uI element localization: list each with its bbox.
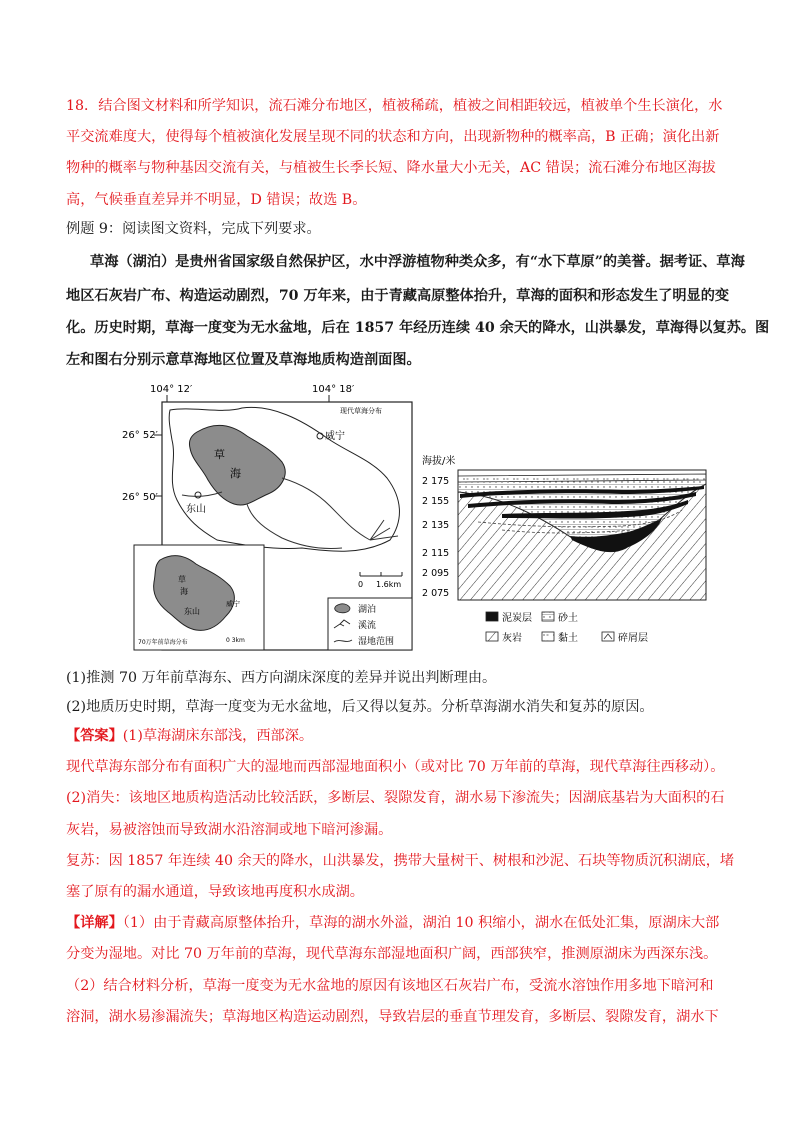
scale-zero: 0 (358, 580, 364, 589)
material-line-1: 草海（湖泊）是贵州省国家级自然保护区，水中浮游植物种类众多，有“水下草原”的美誉。据考证、草海 (90, 254, 745, 270)
legend-lake: 湖泊 (358, 605, 377, 615)
tick-2075: 2 075 (422, 588, 450, 599)
inset-weining-label: 威宁 (226, 600, 240, 608)
modern-caohai-caption: 现代草海分布 (340, 407, 382, 415)
legend-limestone: 灰岩 (502, 633, 522, 644)
legend-wetland: 湿地范围 (358, 637, 395, 647)
weining-label: 威宁 (325, 431, 345, 442)
legend-clay: 黏土 (558, 633, 578, 644)
detail-part1: （1）由于青藏高原整体抬升，草海的湖水外溢，湖泊 10 积缩小，湖水在低处汇集，原湖床大部 (122, 915, 720, 931)
detail-line-4: 溶洞，湖水易渗漏流失；草海地区构造运动剧烈，导致岩层的垂直节理发育，多断层、裂隙发育，湖水下 (66, 1009, 719, 1025)
tick-2095: 2 095 (422, 568, 450, 579)
lon-right-label: 104° 18′ (312, 384, 355, 395)
altitude-axis-label: 海拔/米 (422, 456, 456, 467)
material-line-2: 地区石灰岩广布、构造运动剧烈，70 万年来，由于青藏高原整体抬升，草海的面积和形态发生了明显的变 (66, 288, 730, 304)
lat-bottom-label: 26° 50′ (122, 492, 158, 503)
detail-line-3: （2）结合材料分析，草海一度变为无水盆地的原因有该地区石灰岩广布，受流水溶蚀作用多地下暗河和 (66, 978, 714, 994)
location-map (122, 384, 412, 650)
answer-line-3: (2)消失：该地区地质构造活动比较活跃，多断层、裂隙发育，湖水易下渗流失；因湖底基岩为大面积的石 (66, 790, 725, 806)
inset-caption: 70万年前草海分布 (138, 639, 188, 646)
modern-lake-shape (189, 425, 285, 505)
inset-lake-label-2: 海 (180, 587, 188, 596)
dongshan-label: 东山 (186, 504, 206, 515)
legend-peat: 泥炭层 (502, 613, 532, 624)
q18-line-1: 18．结合图文材料和所学知识，流石滩分布地区，植被稀疏，植被之间相距较远，植被单个生长演化，水 (66, 98, 723, 114)
lake-label-1: 草 (214, 448, 225, 461)
legend-debris: 碎屑层 (618, 633, 648, 644)
lake-label-2: 海 (230, 467, 241, 480)
example-heading: 例题 9：阅读图文资料，完成下列要求。 (66, 221, 321, 237)
detail-line-1 (66, 913, 738, 933)
material-line-4: 左和图右分别示意草海地区位置及草海地质构造剖面图。 (66, 352, 421, 368)
answer-part1: (1)草海湖床东部浅，西部深。 (122, 728, 314, 744)
tick-2135: 2 135 (422, 520, 450, 531)
answer-line-4: 灰岩，易被溶蚀而导致湖水沿溶洞或地下暗河渗漏。 (66, 822, 393, 838)
detail-label: 【详解】 (66, 915, 123, 931)
legend-stream: 溪流 (358, 621, 377, 631)
legend-sand: 砂土 (558, 613, 578, 624)
lat-top-label: 26° 52′ (122, 430, 158, 441)
inset-scale: 0 3km (226, 637, 245, 644)
caohai-figure (122, 380, 722, 655)
q18-line-2: 平交流难度大，使得每个植被演化发展呈现不同的状态和方向，出现新物种的概率高，B 正确；演化出新 (66, 129, 720, 145)
inset-lake-label-1: 草 (178, 575, 186, 584)
q18-line-4: 高，气候垂直差异并不明显，D 错误；故选 B。 (66, 192, 367, 208)
tick-2155: 2 155 (422, 496, 450, 507)
question-2: (2)地质历史时期，草海一度变为无水盆地，后又得以复苏。分析草海湖水消失和复苏的原因。 (66, 699, 654, 715)
detail-line-2: 分变为湿地。对比 70 万年前的草海，现代草海东部湿地面积广阔，西部狭窄，推测原湖床为西深东浅。 (66, 946, 718, 962)
lon-left-label: 104° 12′ (150, 384, 193, 395)
q18-line-3: 物种的概率与物种基因交流有关，与植被生长季长短、降水量大小无关，AC 错误；流石滩分布地区海拔 (66, 160, 716, 176)
answer-line-6: 塞了原有的漏水通道，导致该地再度积水成湖。 (66, 884, 364, 900)
question-1: (1)推测 70 万年前草海东、西方向湖床深度的差异并说出判断理由。 (66, 670, 497, 686)
tick-2175: 2 175 (422, 476, 450, 487)
scale-value: 1.6km (376, 580, 402, 589)
answer-label: 【答案】 (66, 728, 123, 744)
answer-line-2: 现代草海东部分布有面积广大的湿地而西部湿地面积小（或对比 70 万年前的草海，现代草海往西移动）。 (66, 759, 725, 775)
inset-dongshan-label: 东山 (184, 607, 200, 616)
answer-line-1 (66, 726, 738, 746)
material-line-3: 化。历史时期，草海一度变为无水盆地，后在 1857 年经历连续 40 余天的降水，山洪暴发，草海得以复苏。图 (66, 320, 770, 336)
tick-2115: 2 115 (422, 548, 450, 559)
answer-line-5: 复苏：因 1857 年连续 40 余天的降水，山洪暴发，携带大量树干、树根和沙泥、石块等物质沉积湖底，堵 (66, 853, 735, 869)
geologic-section (422, 454, 706, 644)
